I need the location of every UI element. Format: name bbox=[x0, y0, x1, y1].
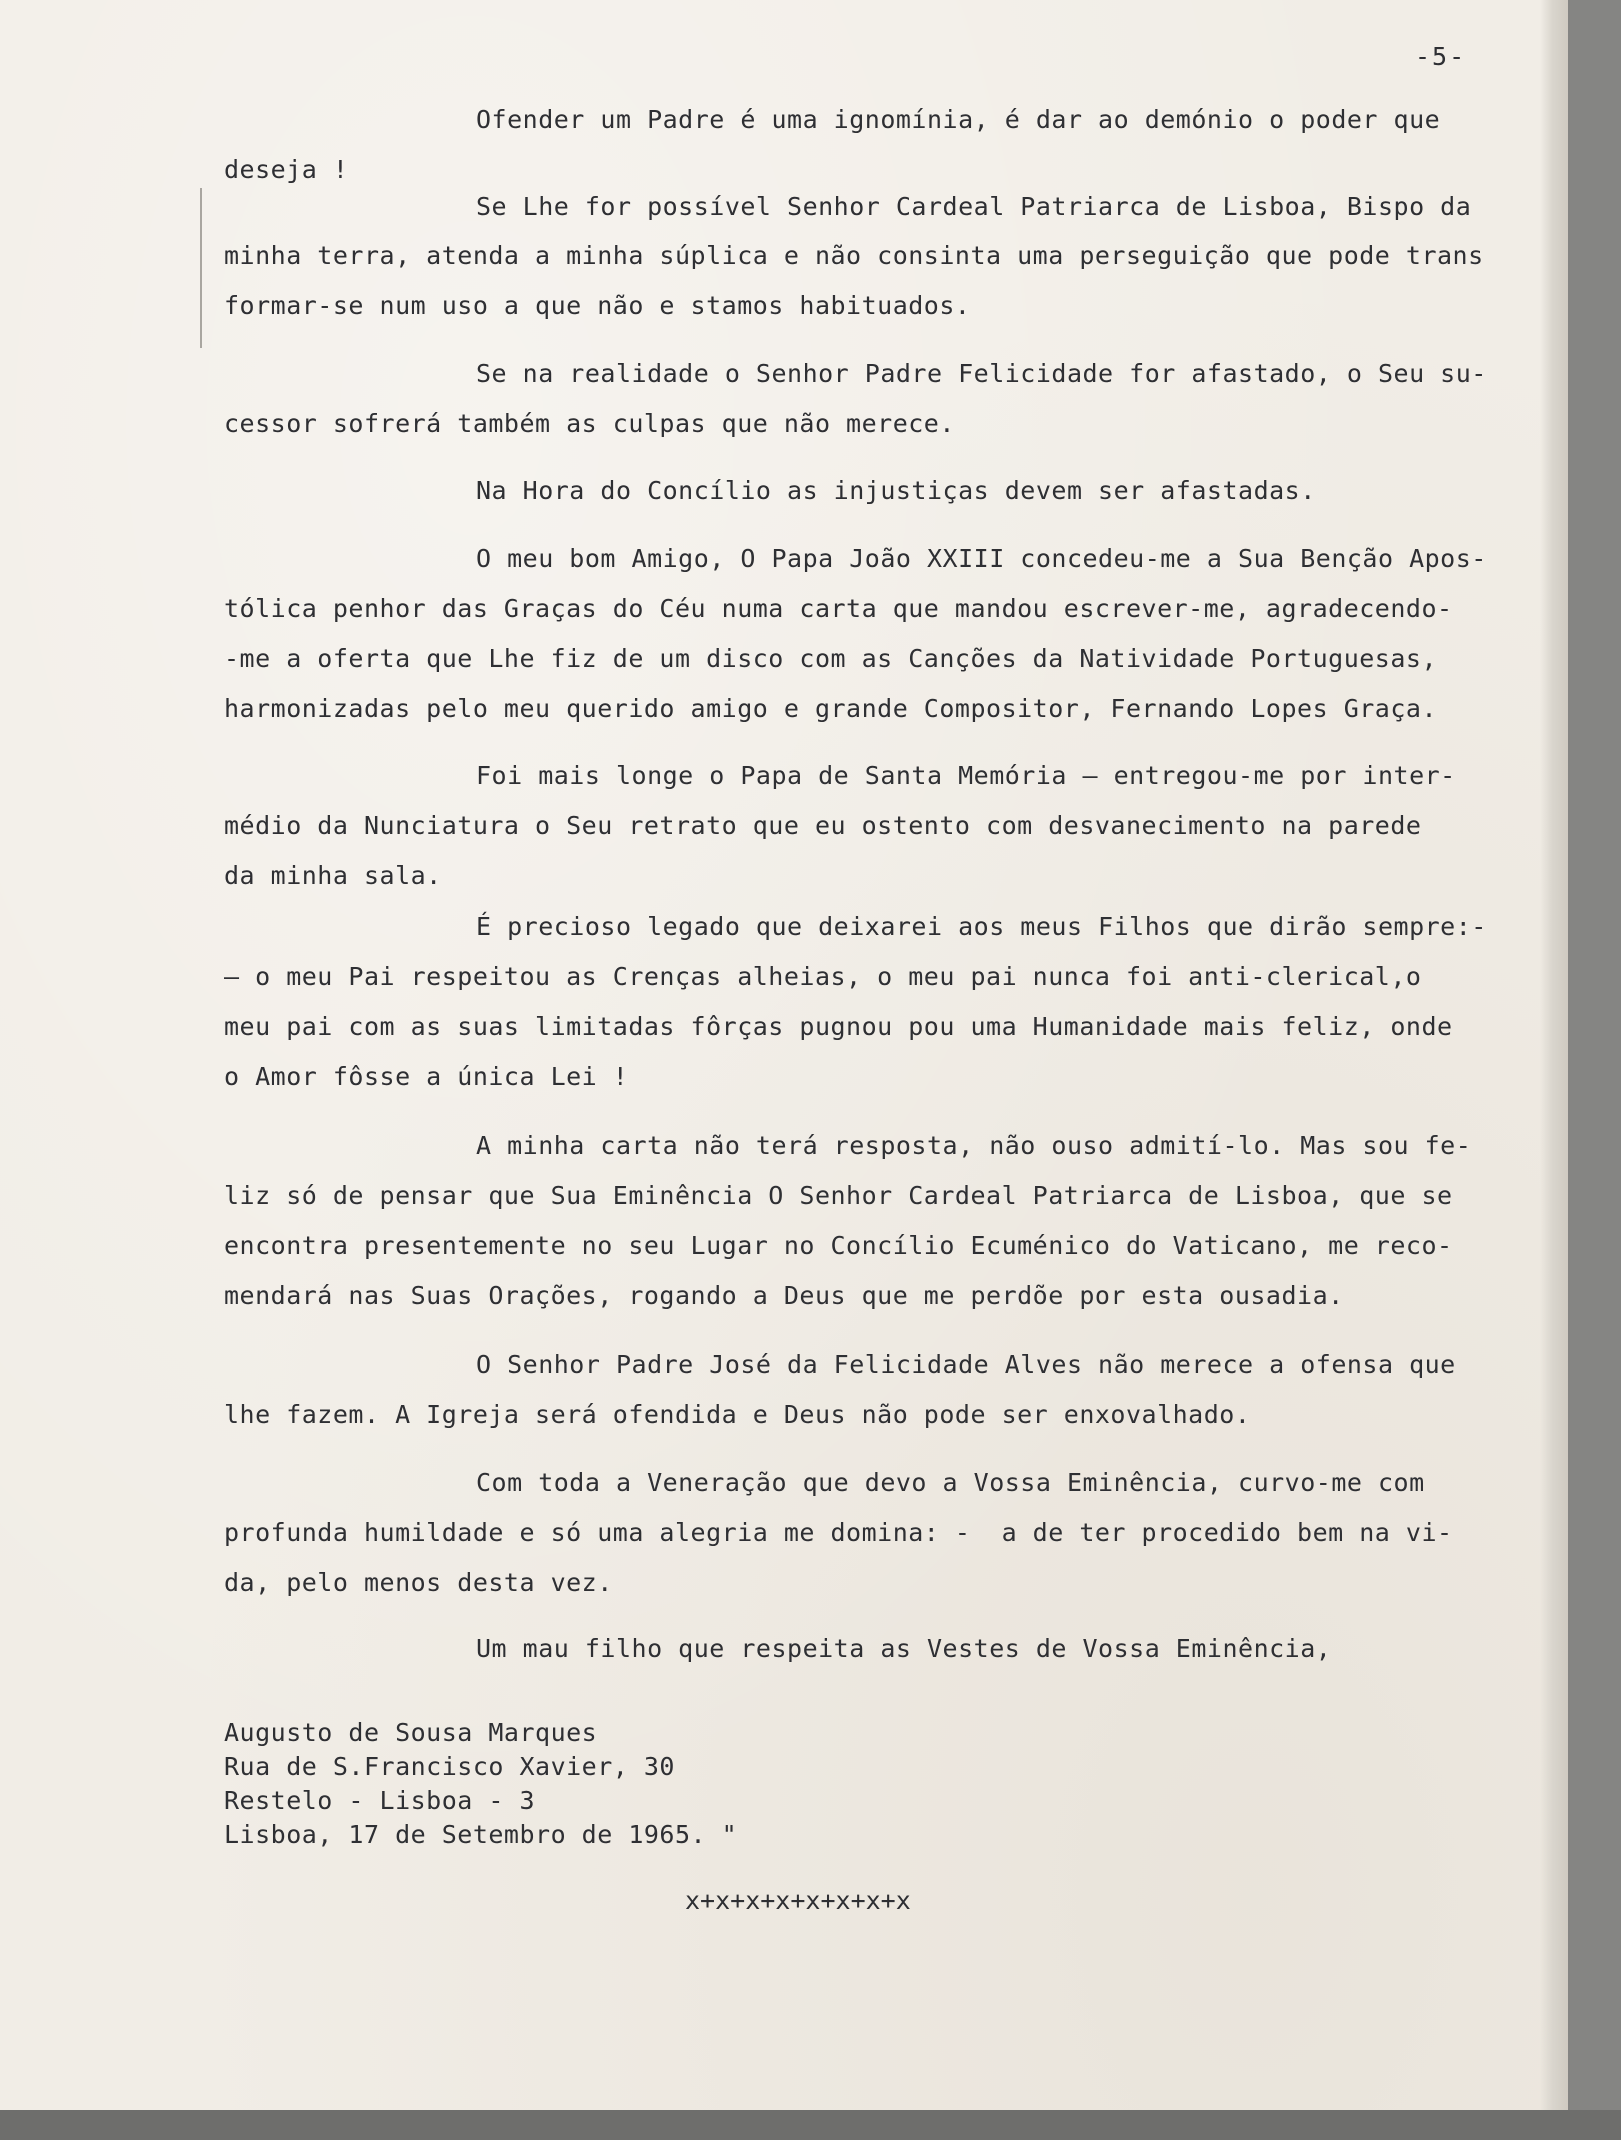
text-line: Um mau filho que respeita as Vestes de Vossa Eminência, bbox=[476, 1634, 1332, 1663]
text-line: Com toda a Veneração que devo a Vossa Eminência, curvo-me com bbox=[476, 1468, 1425, 1497]
text-line: deseja ! bbox=[224, 155, 349, 184]
text-line: harmonizadas pelo meu querido amigo e grande Compositor, Fernando Lopes Graça. bbox=[224, 694, 1437, 723]
text-line: minha terra, atenda a minha súplica e não consinta uma perseguição que pode trans bbox=[224, 241, 1484, 270]
margin-pencil-mark bbox=[200, 188, 202, 348]
text-line: O Senhor Padre José da Felicidade Alves não merece a ofensa que bbox=[476, 1350, 1456, 1379]
scan-background-right bbox=[1568, 0, 1621, 2110]
text-line: — o meu Pai respeitou as Crenças alheias, o meu pai nunca foi anti-clerical,o bbox=[224, 962, 1422, 991]
text-line: encontra presentemente no seu Lugar no Concílio Ecuménico do Vaticano, me reco- bbox=[224, 1231, 1453, 1260]
text-line: A minha carta não terá resposta, não ouso admití-lo. Mas sou fe- bbox=[476, 1131, 1472, 1160]
scan-background-bottom bbox=[0, 2110, 1621, 2140]
text-line: cessor sofrerá também as culpas que não merece. bbox=[224, 409, 955, 438]
address-line: Rua de S.Francisco Xavier, 30 bbox=[224, 1752, 675, 1781]
closing-ornament: x+x+x+x+x+x+x+x bbox=[685, 1886, 911, 1915]
text-line: profunda humildade e só uma alegria me domina: - a de ter procedido bem na vi- bbox=[224, 1518, 1453, 1547]
address-line: Restelo - Lisboa - 3 bbox=[224, 1786, 536, 1815]
text-line: Se na realidade o Senhor Padre Felicidade for afastado, o Seu su- bbox=[476, 359, 1487, 388]
date-line: Lisboa, 17 de Setembro de 1965. " bbox=[224, 1820, 738, 1849]
text-line: Se Lhe for possível Senhor Cardeal Patriarca de Lisboa, Bispo da bbox=[476, 192, 1472, 221]
text-line: O meu bom Amigo, O Papa João XXIII concedeu-me a Sua Benção Apos- bbox=[476, 544, 1487, 573]
text-line: Foi mais longe o Papa de Santa Memória — entregou-me por inter- bbox=[476, 761, 1456, 790]
signature-name: Augusto de Sousa Marques bbox=[224, 1718, 598, 1747]
text-line: médio da Nunciatura o Seu retrato que eu ostento com desvanecimento na parede bbox=[224, 811, 1422, 840]
paper-edge-shadow bbox=[1540, 0, 1568, 2110]
text-line: meu pai com as suas limitadas fôrças pugnou pou uma Humanidade mais feliz, onde bbox=[224, 1012, 1453, 1041]
text-line: lhe fazem. A Igreja será ofendida e Deus não pode ser enxovalhado. bbox=[224, 1400, 1251, 1429]
text-line: o Amor fôsse a única Lei ! bbox=[224, 1062, 629, 1091]
text-line: formar-se num uso a que não e stamos habituados. bbox=[224, 291, 971, 320]
page-number: -5- bbox=[1415, 42, 1467, 71]
text-line: tólica penhor das Graças do Céu numa carta que mandou escrever-me, agradecendo- bbox=[224, 594, 1453, 623]
text-line: Na Hora do Concílio as injustiças devem ser afastadas. bbox=[476, 476, 1316, 505]
text-line: -me a oferta que Lhe fiz de um disco com as Canções da Natividade Portuguesas, bbox=[224, 644, 1437, 673]
text-line: liz só de pensar que Sua Eminência O Senhor Cardeal Patriarca de Lisboa, que se bbox=[224, 1181, 1453, 1210]
text-line: É precioso legado que deixarei aos meus Filhos que dirão sempre:- bbox=[476, 912, 1487, 941]
text-line: Ofender um Padre é uma ignomínia, é dar ao demónio o poder que bbox=[476, 105, 1441, 134]
text-line: mendará nas Suas Orações, rogando a Deus que me perdõe por esta ousadia. bbox=[224, 1281, 1344, 1310]
text-line: da, pelo menos desta vez. bbox=[224, 1568, 613, 1597]
text-line: da minha sala. bbox=[224, 861, 442, 890]
